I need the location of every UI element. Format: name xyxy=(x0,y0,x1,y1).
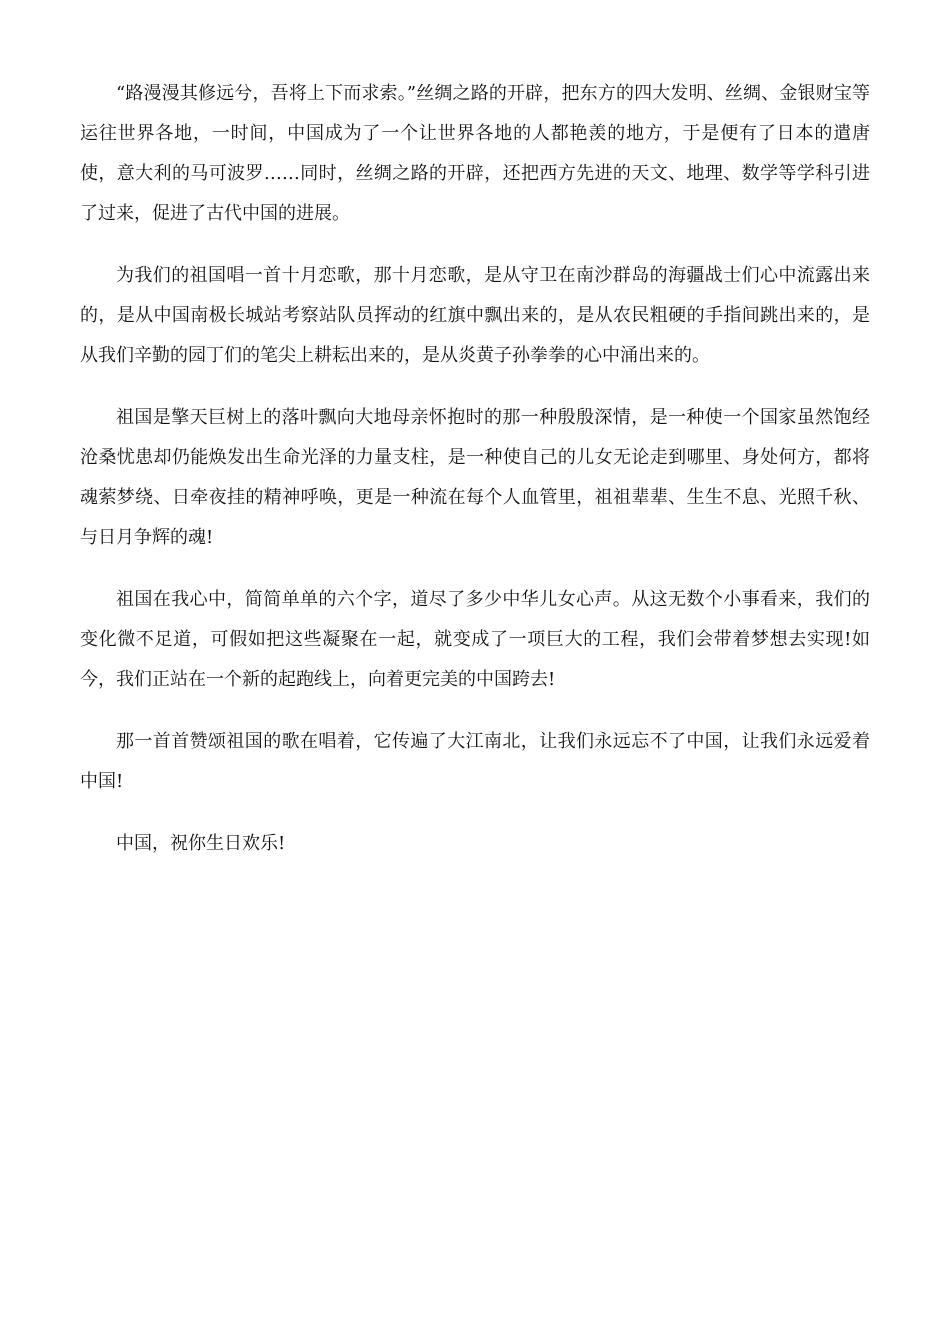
paragraph-october-song: 为我们的祖国唱一首十月恋歌，那十月恋歌，是从守卫在南沙群岛的海疆战士们心中流露出来的，是从中国南极长城站考察站队员挥动的红旗中飘出来的，是从农民粗硬的手指间跳出来的，是从我们辛勤的园丁们的笔尖上耕耘出来的，是从炎黄子孙拳拳的心中涌出来的。 xyxy=(80,265,870,366)
paragraph-birthday-wish: 中国，祝你生日欢乐! xyxy=(116,833,286,854)
paragraph-songs-of-praise: 那一首首赞颂祖国的歌在唱着，它传遍了大江南北，让我们永远忘不了中国，让我们永远爱着中国! xyxy=(80,731,870,792)
document-body xyxy=(80,74,870,886)
paragraph-motherland-spirit: 祖国是擎天巨树上的落叶飘向大地母亲怀抱时的那一种殷殷深情，是一种使一个国家虽然饱经沧桑忧患却仍能焕发出生命光泽的力量支柱，是一种使自己的儿女无论走到哪里、身处何方，都将魂萦梦绕、日牵夜挂的精神呼唤，更是一种流在每个人血管里，祖祖辈辈、生生不息、光照千秋、与日月争辉的魂! xyxy=(80,407,870,548)
paragraph-motherland-in-heart: 祖国在我心中，简简单单的六个字，道尽了多少中华儿女心声。从这无数个小事看来，我们的变化微不足道，可假如把这些凝聚在一起，就变成了一项巨大的工程，我们会带着梦想去实现!如今，我们正站在一个新的起跑线上，向着更完美的中国跨去! xyxy=(80,589,870,690)
paragraph-silk-road: “路漫漫其修远兮，吾将上下而求索。”丝绸之路的开辟，把东方的四大发明、丝绸、金银财宝等运往世界各地，一时间，中国成为了一个让世界各地的人都艳羡的地方，于是便有了日本的遣唐使，意大利的马可波罗……同时，丝绸之路的开辟，还把西方先进的天文、地理、数学等学科引进了过来，促进了古代中国的进展。 xyxy=(80,83,870,224)
